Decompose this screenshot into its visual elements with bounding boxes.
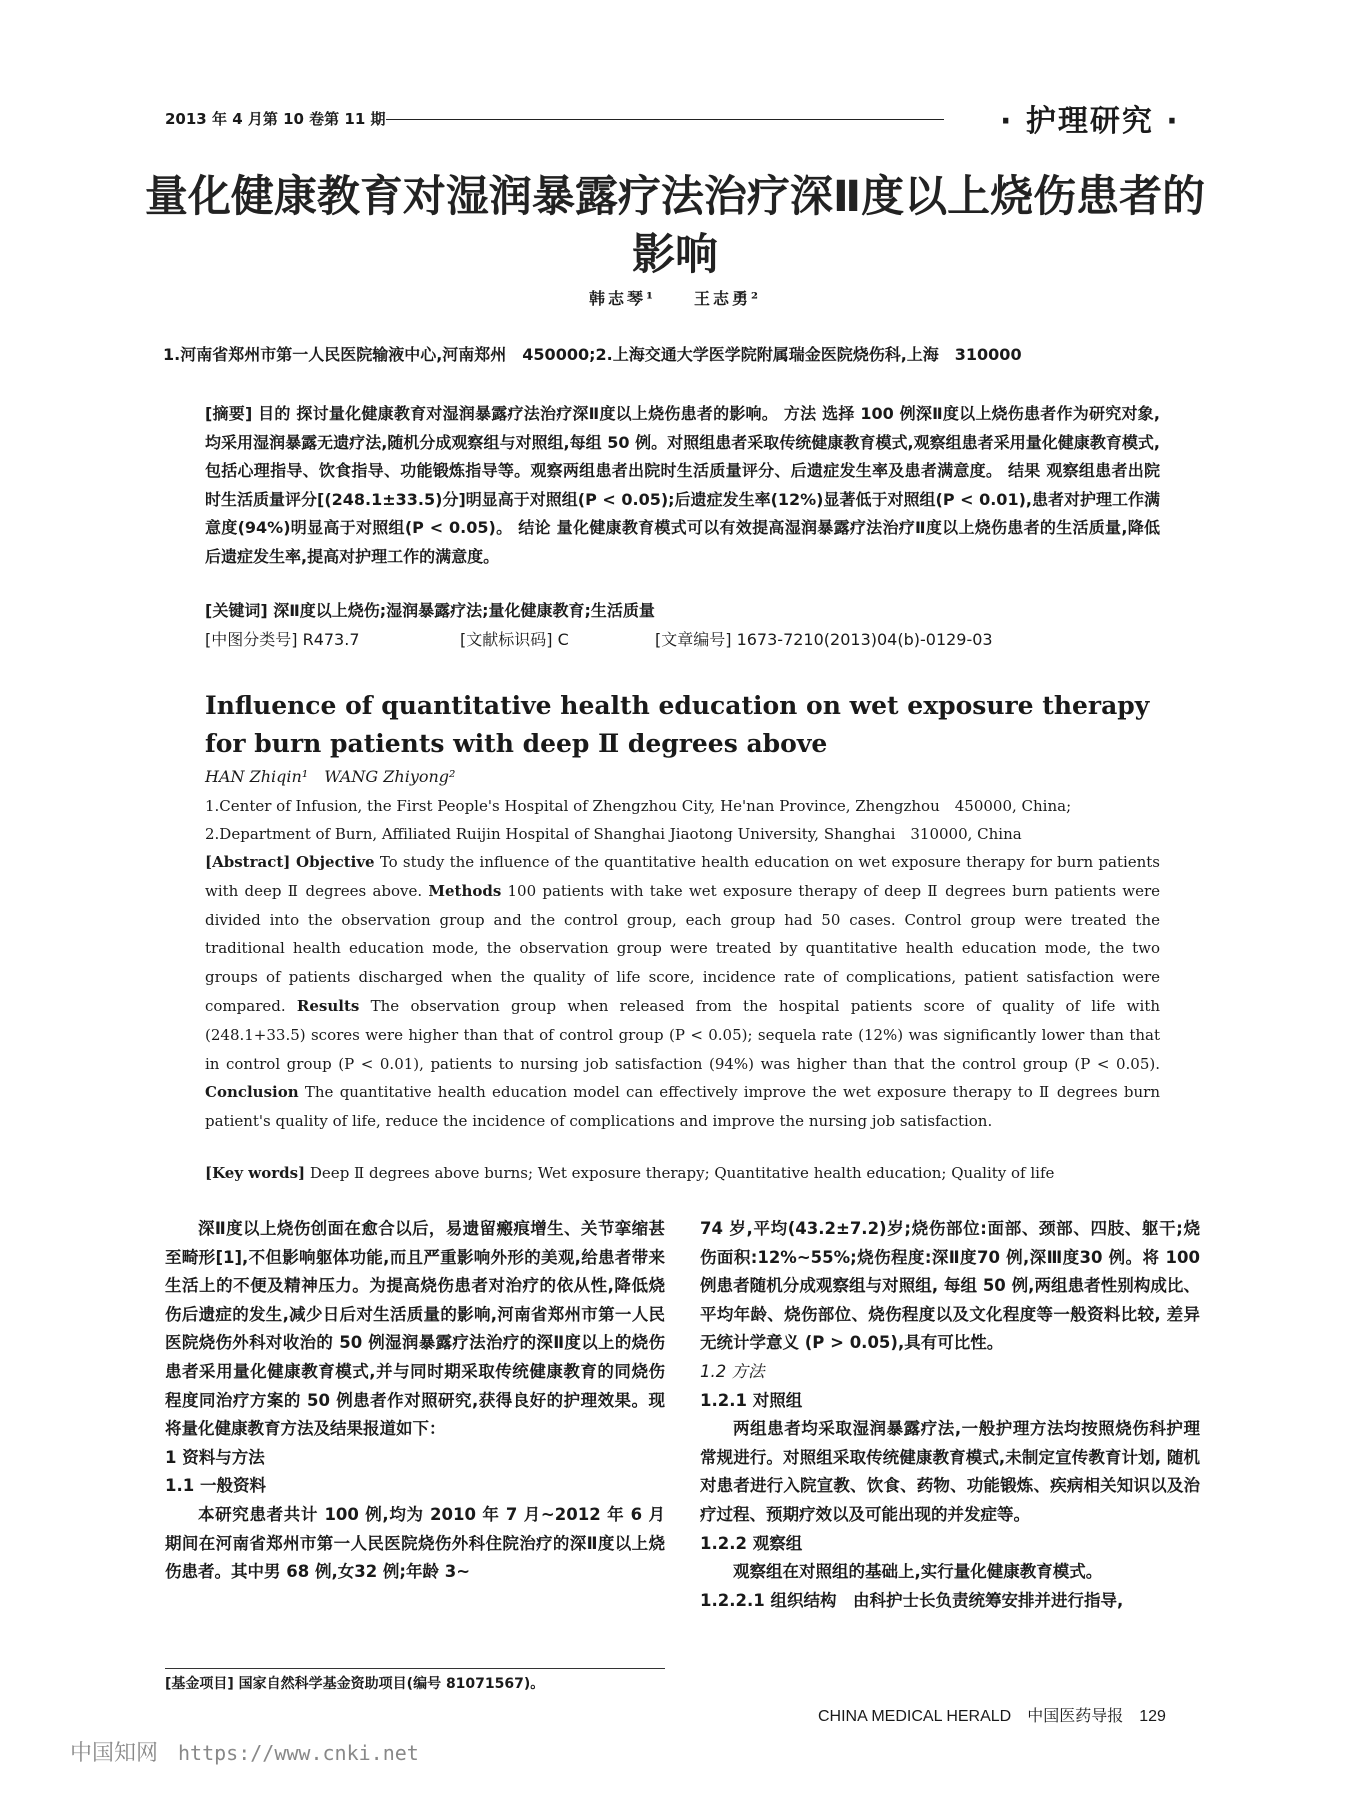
- abstract-en-conclusion: The quantitative health education model can effectively improve the wet exposure therapy to Ⅱ degrees burn patient's quality of life, reduce the incidence of complications and improve the nursing job satisfaction.: [205, 1083, 1160, 1131]
- authors-cn: 韩志琴¹ 王志勇²: [588, 289, 762, 308]
- paragraph-1-2-1: 两组患者均采取湿润暴露疗法,一般护理方法均按照烧伤科护理常规进行。对照组采取传统健康教育模式,未制定宣传教育计划, 随机对患者进行入院宣教、饮食、药物、功能锻炼、疾病相关知识以及治疗过程、预期疗效以及可能出现的并发症等。: [700, 1419, 1200, 1524]
- keywords-en: [205, 1164, 1054, 1182]
- keywords-cn: [关键词] 深Ⅱ度以上烧伤;湿润暴露疗法;量化健康教育;生活质量: [205, 601, 655, 620]
- document-code: [文献标识码] C: [460, 630, 569, 649]
- affiliation-cn: 1.河南省郑州市第一人民医院输液中心,河南郑州 450000;2.上海交通大学医学院附属瑞金医院烧伤科,上海 310000: [163, 345, 1022, 364]
- abstract-en-methods: 100 patients with take wet exposure therapy of deep Ⅱ degrees burn patients were divided into the observation group and the control group, each group had 50 cases. Control group were treated the traditional health education mode, the observation group were treated by quantitative health education mode, the two groups of patients discharged when the quality of life score, incidence rate of complications, patient satisfaction were compared.: [205, 881, 1160, 1015]
- cnki-watermark: [70, 1736, 419, 1767]
- section-heading-1: 1 资料与方法: [165, 1447, 265, 1467]
- abstract-en-conclusion-label: Conclusion: [205, 1083, 299, 1102]
- body-column-right: [700, 1215, 1200, 1615]
- authors-en: HAN Zhiqin¹ WANG Zhiyong²: [205, 767, 456, 786]
- affiliation-en: [205, 792, 1160, 848]
- article-title-cn: 量化健康教育对湿润暴露疗法治疗深Ⅱ度以上烧伤患者的影响: [144, 172, 1206, 280]
- keywords-en-label: [Key words]: [205, 1164, 306, 1182]
- keywords-en-text: Deep Ⅱ degrees above burns; Wet exposure therapy; Quantitative health education; Quality of life: [305, 1164, 1055, 1182]
- article-number: [文章编号] 1673-7210(2013)04(b)-0129-03: [655, 630, 993, 649]
- section-label: · 护理研究 ·: [1000, 104, 1180, 139]
- body-column-left: [165, 1215, 665, 1587]
- paragraph-1-1: 本研究患者共计 100 例,均为 2010 年 7 月~2012 年 6 月期间在河南省郑州市第一人民医院烧伤外科住院治疗的深Ⅱ度以上烧伤患者。其中男 68 例,女32 例;年龄 3~: [165, 1504, 665, 1582]
- paragraph-1-1-continued: 74 岁,平均(43.2±7.2)岁;烧伤部位:面部、颈部、四肢、躯干;烧伤面积:12%~55%;烧伤程度:深Ⅱ度70 例,深Ⅲ度30 例。将 100 例患者随机分成观察组与对照组, 每组 50 例,两组患者性别构成比、平均年龄、烧伤部位、烧伤程度以及文化程度等一般资料比较, 差异无统计学意义 (P > 0.05),具有可比性。: [700, 1219, 1200, 1353]
- abstract-en-label: [Abstract] Objective: [205, 853, 375, 871]
- abstract-en-objective: To study the influence of the quantitative health education on wet exposure therapy for burn patients with deep Ⅱ degrees above.: [205, 853, 1160, 900]
- abstract-en: [205, 848, 1160, 1136]
- watermark-url: https://www.cnki.net: [178, 1741, 419, 1765]
- funding-footnote: [基金项目] 国家自然科学基金资助项目(编号 81071567)。: [165, 1676, 545, 1692]
- section-heading-1-2-1: 1.2.1 对照组: [700, 1390, 803, 1410]
- abstract-en-results-label: Results: [296, 996, 360, 1015]
- section-heading-1-2: 1.2 方法: [700, 1361, 765, 1381]
- watermark-brand: 中国知网: [70, 1741, 159, 1766]
- section-heading-1-2-2: 1.2.2 观察组: [700, 1533, 803, 1553]
- abstract-en-results: The observation group when released from the hospital patients score of quality of life with (248.1+33.5) scores were higher than that of control group (P < 0.05); sequela rate (12%) was significantly lower than that in control group (P < 0.01), patients to nursing job satisfaction (94%) was higher than that the control group (P < 0.05).: [205, 996, 1161, 1073]
- intro-paragraph: 深Ⅱ度以上烧伤创面在愈合以后，易遗留瘢痕增生、关节挛缩甚至畸形[1],不但影响躯体功能,而且严重影响外形的美观,给患者带来生活上的不便及精神压力。为提高烧伤患者对治疗的依从性,降低烧伤后遗症的发生,减少日后对生活质量的影响,河南省郑州市第一人民医院烧伤外科对收治的 50 例湿润暴露疗法治疗的深Ⅱ度以上的烧伤患者采用量化健康教育模式,并与同时期采取传统健康教育的同烧伤程度同治疗方案的 50 例患者作对照研究,获得良好的护理效果。现将量化健康教育方法及结果报道如下：: [165, 1219, 665, 1439]
- affiliation-en-1: 1.Center of Infusion, the First People's Hospital of Zhengzhou City, He'nan Province, Zhengzhou 450000, China;: [205, 797, 1072, 815]
- journal-issue: 2013 年 4 月第 10 卷第 11 期: [165, 110, 386, 128]
- paragraph-1-2-2: 观察组在对照组的基础上,实行量化健康教育模式。: [733, 1562, 1103, 1582]
- footnote-rule: [165, 1668, 665, 1669]
- header-rule: [386, 119, 944, 120]
- article-title-en: Influence of quantitative health education on wet exposure therapy for burn patients with deep Ⅱ degrees above: [205, 691, 1150, 758]
- abstract-cn: [摘要] 目的 探讨量化健康教育对湿润暴露疗法治疗深Ⅱ度以上烧伤患者的影响。 方法 选择 100 例深Ⅱ度以上烧伤患者作为研究对象,均采用湿润暴露无遗疗法,随机分成观察组与对照组,每组 50 例。对照组患者采取传统健康教育模式,观察组患者采用量化健康教育模式,包括心理指导、饮食指导、功能锻炼指导等。观察两组患者出院时生活质量评分、后遗症发生率及患者满意度。 结果 观察组患者出院时生活质量评分[(248.1±33.5)分]明显高于对照组(P < 0.05);后遗症发生率(12%)显著低于对照组(P < 0.01),患者对护理工作满意度(94%)明显高于对照组(P < 0.05)。 结论 量化健康教育模式可以有效提高湿润暴露疗法治疗Ⅱ度以上烧伤患者的生活质量,降低后遗症发生率,提高对护理工作的满意度。: [205, 404, 1160, 566]
- page-footer: CHINA MEDICAL HERALD 中国医药导报 129: [818, 1708, 1166, 1725]
- clc-number: [中图分类号] R473.7: [205, 630, 360, 649]
- paragraph-1-2-2-1: 1.2.2.1 组织结构 由科护士长负责统筹安排并进行指导,: [700, 1590, 1124, 1610]
- abstract-en-methods-label: Methods: [428, 881, 502, 900]
- section-heading-1-1: 1.1 一般资料: [165, 1476, 266, 1496]
- affiliation-en-2: 2.Department of Burn, Affiliated Ruijin Hospital of Shanghai Jiaotong University, Shanghai 310000, China: [205, 825, 1022, 843]
